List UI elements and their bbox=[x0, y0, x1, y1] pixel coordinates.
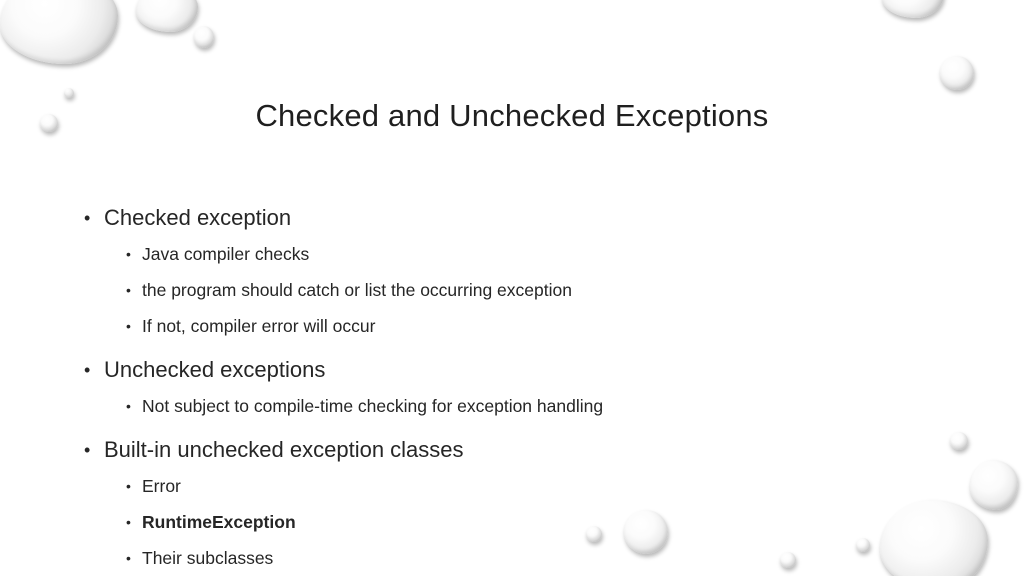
bullet-text: Unchecked exceptions bbox=[104, 357, 326, 382]
water-droplet-decoration bbox=[194, 26, 214, 48]
sub-bullet-text: Error bbox=[142, 476, 181, 496]
water-droplet-decoration bbox=[0, 0, 118, 64]
water-droplet-decoration bbox=[940, 56, 974, 90]
bullet-icon: • bbox=[126, 282, 131, 298]
water-droplet-decoration bbox=[136, 0, 198, 32]
sub-bullet bbox=[84, 272, 964, 308]
bullet-icon: • bbox=[84, 360, 91, 380]
bullet-text: Built-in unchecked exception classes bbox=[104, 437, 464, 462]
bullet-unchecked-exceptions bbox=[84, 352, 964, 388]
slide-content bbox=[84, 200, 964, 576]
sub-bullet-text: Not subject to compile-time checking for exception handling bbox=[142, 396, 604, 416]
bullet-icon: • bbox=[84, 440, 91, 460]
sub-bullet-text: RuntimeException bbox=[142, 512, 296, 532]
bullet-built-in-unchecked-classes bbox=[84, 432, 964, 468]
bullet-icon: • bbox=[126, 550, 131, 566]
slide-title: Checked and Unchecked Exceptions bbox=[255, 98, 769, 133]
bullet-icon: • bbox=[126, 478, 131, 494]
sub-bullet-text: Java compiler checks bbox=[142, 244, 310, 264]
sub-bullet bbox=[84, 468, 964, 504]
bullet-icon: • bbox=[126, 398, 131, 414]
bullet-icon: • bbox=[126, 514, 131, 530]
water-droplet-decoration bbox=[882, 0, 944, 18]
sub-bullet-text: the program should catch or list the occurring exception bbox=[142, 280, 572, 300]
sub-bullet bbox=[84, 308, 964, 344]
water-droplet-decoration bbox=[64, 88, 74, 98]
sub-bullet-text: Their subclasses bbox=[142, 548, 274, 568]
bullet-icon: • bbox=[126, 318, 131, 334]
sub-bullet-text: If not, compiler error will occur bbox=[142, 316, 376, 336]
sub-bullet bbox=[84, 504, 964, 540]
sub-bullet bbox=[84, 540, 964, 576]
bullet-icon: • bbox=[84, 208, 91, 228]
sub-bullet bbox=[84, 236, 964, 272]
sub-bullet bbox=[84, 388, 964, 424]
bullet-icon: • bbox=[126, 246, 131, 262]
bullet-checked-exception bbox=[84, 200, 964, 236]
water-droplet-decoration bbox=[970, 460, 1018, 510]
bullet-text: Checked exception bbox=[104, 205, 292, 230]
